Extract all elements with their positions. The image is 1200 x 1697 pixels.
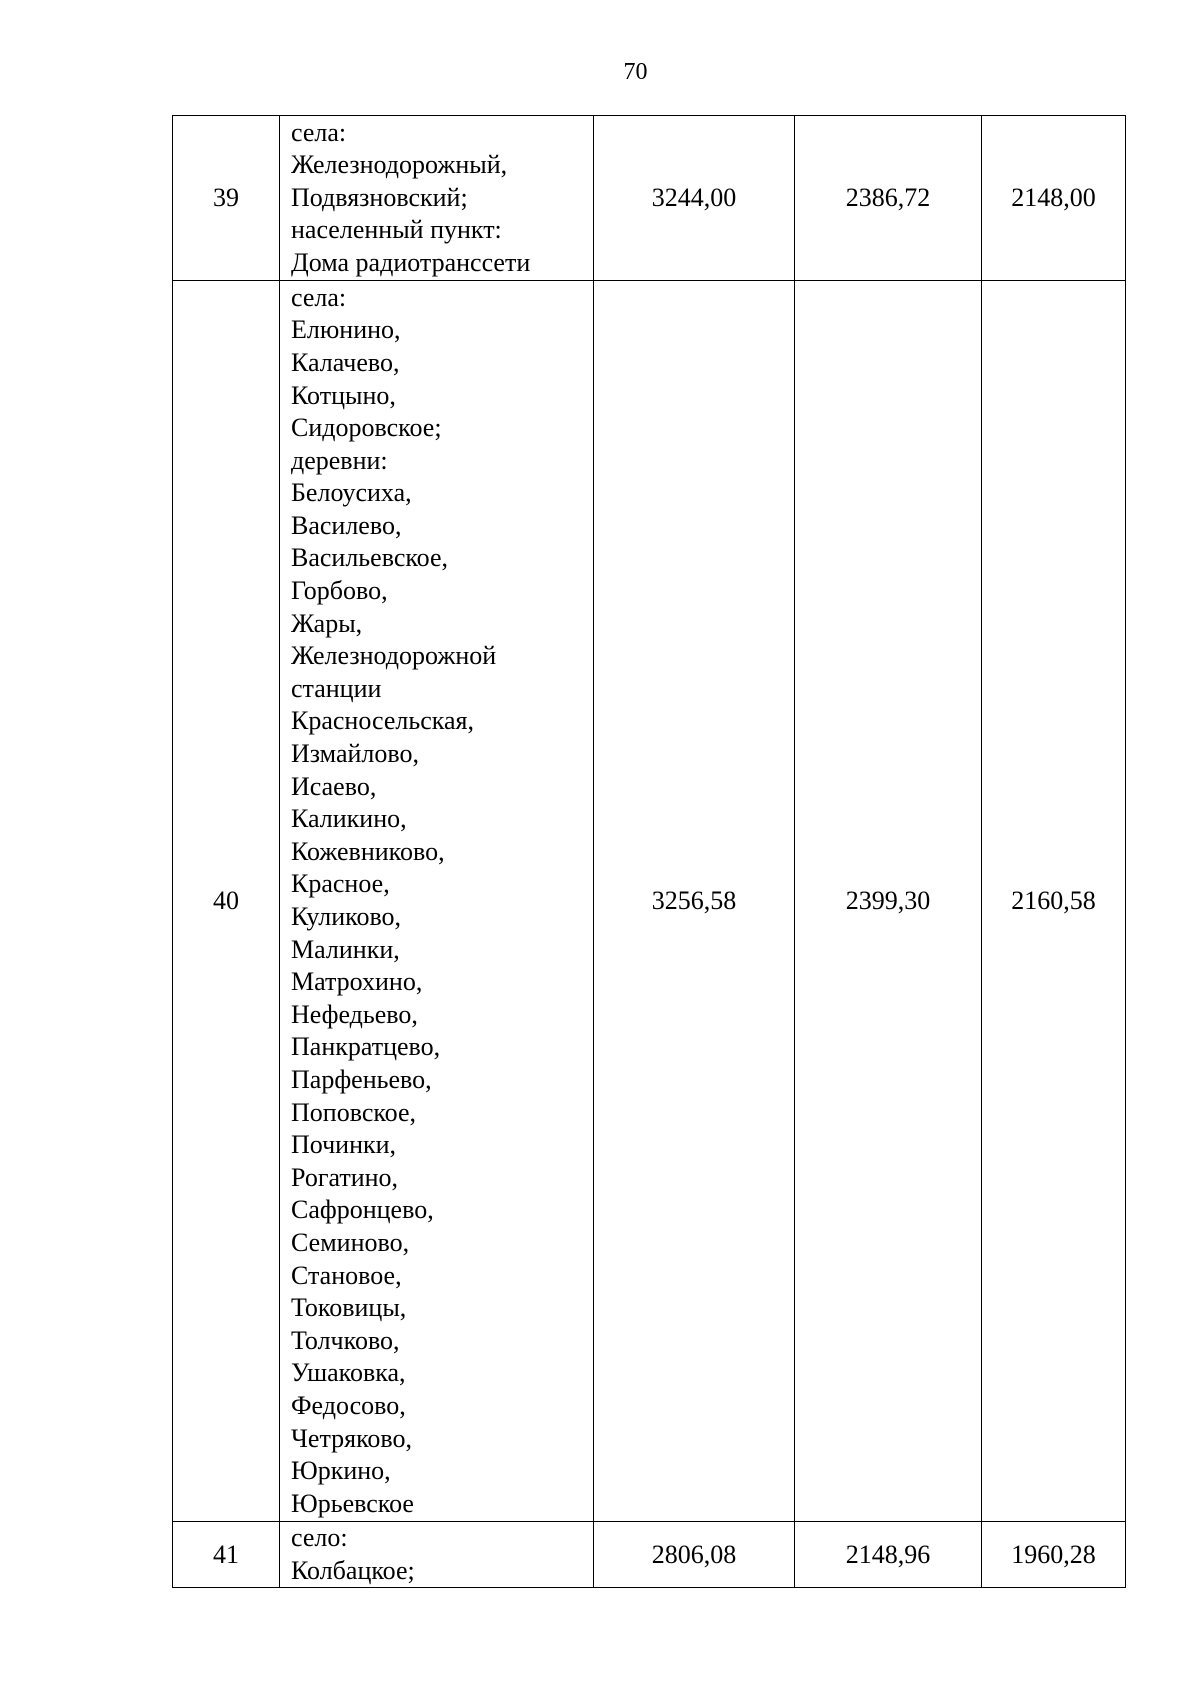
settlement-line: Васильевское, [291, 543, 449, 573]
settlements-cell [280, 281, 594, 1522]
row-number: 40 [173, 281, 280, 1522]
settlement-line: Рогатино, [291, 1162, 399, 1192]
settlement-line: Поповское, [291, 1097, 417, 1127]
settlement-line: Василево, [291, 510, 402, 540]
settlement-line: Елюнино, [291, 315, 401, 345]
settlement-line: Калачево, [291, 347, 400, 377]
settlement-line: Четряково, [291, 1423, 412, 1453]
settlement-line: Котцыно, [291, 380, 396, 410]
settlement-line: населенный пункт: [291, 215, 502, 245]
settlement-line: Юркино, [291, 1456, 391, 1486]
value-cell-1: 3256,58 [594, 281, 795, 1522]
settlements-cell [280, 1522, 594, 1588]
settlement-line: Жары, [291, 608, 363, 638]
tariff-table [172, 115, 1126, 1588]
value-cell-3: 1960,28 [982, 1522, 1126, 1588]
value-cell-2: 2148,96 [795, 1522, 982, 1588]
table-row [173, 116, 1126, 281]
settlement-line: Парфеньево, [291, 1064, 432, 1094]
settlement-line: села: [291, 282, 347, 312]
settlement-line: Юрьевское [291, 1488, 414, 1518]
settlement-line: Колбацкое; [291, 1555, 415, 1585]
settlement-line: Горбово, [291, 576, 388, 606]
settlement-line: Исаево, [291, 771, 377, 801]
settlement-line: Железнодорожной [291, 641, 497, 671]
settlement-line: Ушаковка, [291, 1358, 406, 1388]
settlement-line: Красносельская, [291, 706, 474, 736]
settlement-line: Семиново, [291, 1227, 410, 1257]
table-row [173, 281, 1126, 1522]
value-cell-3: 2160,58 [982, 281, 1126, 1522]
settlement-line: Каликино, [291, 804, 407, 834]
settlement-line: Федосово, [291, 1390, 406, 1420]
settlement-line: Токовицы, [291, 1293, 407, 1323]
settlement-line: Становое, [291, 1260, 402, 1290]
settlement-line: Малинки, [291, 934, 400, 964]
settlement-line: Измайлово, [291, 739, 419, 769]
page-number: 70 [623, 59, 648, 85]
settlement-line: Белоусиха, [291, 478, 412, 508]
row-number: 41 [173, 1522, 280, 1588]
settlement-line: села: [291, 117, 347, 147]
settlement-line: село: [291, 1523, 348, 1552]
value-cell-2: 2386,72 [795, 116, 982, 281]
settlement-line: Починки, [291, 1130, 397, 1160]
settlement-line: Красное, [291, 869, 390, 899]
settlement-line: Сидоровское; [291, 413, 442, 443]
settlement-line: Матрохино, [291, 967, 423, 997]
settlement-line: Панкратцево, [291, 1032, 441, 1062]
settlement-line: Толчково, [291, 1325, 400, 1355]
settlement-line: Сафронцево, [291, 1195, 434, 1225]
settlement-line: Нефедьево, [291, 999, 418, 1029]
settlement-line: Дома радиотранссети [291, 247, 531, 277]
settlement-line: Подвязновский; [291, 182, 468, 212]
settlement-line: Куликово, [291, 902, 402, 931]
value-cell-3: 2148,00 [982, 116, 1126, 281]
table-row [173, 1522, 1126, 1588]
value-cell-1: 2806,08 [594, 1522, 795, 1588]
settlement-line: Кожевниково, [291, 836, 445, 866]
settlement-line: Железнодорожный, [291, 150, 508, 180]
value-cell-1: 3244,00 [594, 116, 795, 281]
table-body [173, 116, 1126, 1588]
value-cell-2: 2399,30 [795, 281, 982, 1522]
settlement-line: деревни: [291, 445, 388, 475]
settlements-cell [280, 116, 594, 281]
settlement-line: станции [291, 673, 382, 703]
row-number: 39 [173, 116, 280, 281]
